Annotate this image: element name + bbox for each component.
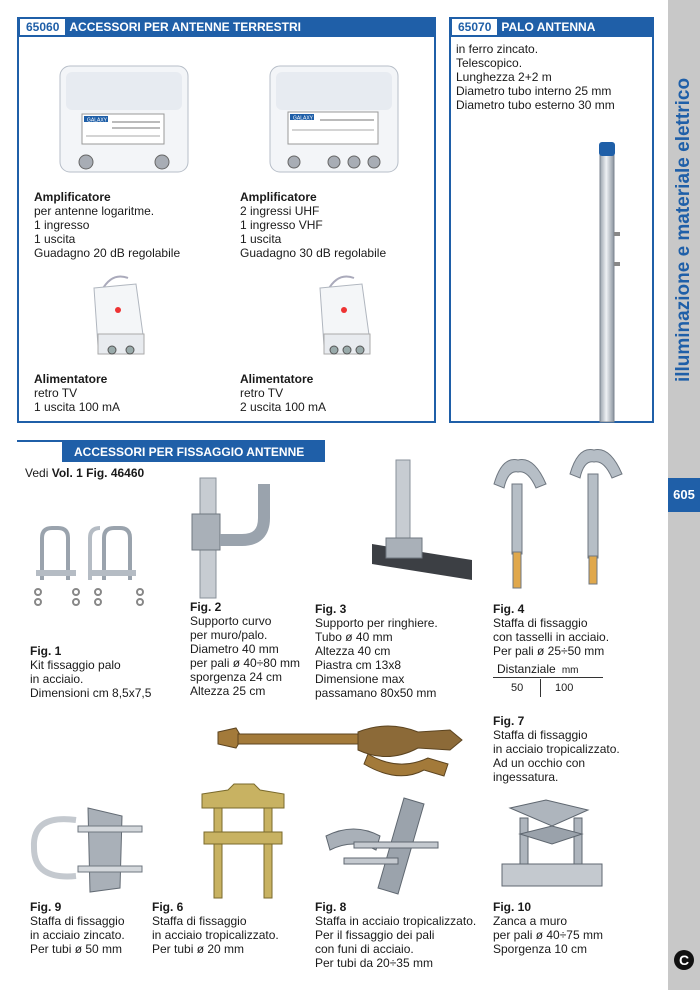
fig4-spacer-value: 50	[511, 682, 524, 694]
device-brand: GALAXY	[293, 115, 314, 122]
amplifier-1-image	[60, 66, 190, 178]
fig3-railing-support-image	[372, 460, 472, 580]
fig1-ubolt-image	[28, 524, 154, 614]
fig10-caption: Fig. 10 Zanca a muro per pali ø 40÷75 mm Sporgenza 10 cm	[493, 900, 603, 956]
page-number: 605	[668, 478, 700, 512]
fig9-caption: Fig. 9 Staffa di fissaggio in acciaio zincato. Per tubi ø 50 mm	[30, 900, 125, 956]
fig7-caption: Fig. 7 Staffa di fissaggio in acciaio tropicalizzato. Ad un occhio con ingessatura.	[493, 714, 620, 784]
section-header	[17, 17, 436, 37]
fig2-curved-support-image	[186, 478, 286, 598]
fig9-clamp-image	[26, 804, 146, 900]
amplifier-2-image	[270, 66, 400, 178]
power-supply-2-image	[310, 272, 380, 362]
fig2-caption: Fig. 2 Supporto curvo per muro/palo. Diametro 40 mm per pali ø 40÷80 mm sporgenza 24 cm Altezza 25 cm	[190, 600, 300, 698]
fig4-spacer-table-header: Distanziale mm	[497, 662, 579, 676]
product-code: 65060	[20, 19, 65, 35]
amplifier-2-description: Amplificatore 2 ingressi UHF 1 ingresso VHF 1 uscita Guadagno 30 dB regolabile	[240, 190, 387, 260]
section-title: ACCESSORI PER ANTENNE TERRESTRI	[69, 20, 301, 34]
fig4-table-divider	[540, 679, 541, 697]
fig4-spacer-value: 100	[555, 682, 574, 694]
publisher-logo-icon: C	[674, 950, 694, 970]
power-supply-1-image	[84, 272, 154, 362]
section-header	[449, 17, 654, 37]
antenna-pole-image	[588, 140, 628, 422]
fig8-caption: Fig. 8 Staffa in acciaio tropicalizzato. Per il fissaggio dei pali con funi di acciaio. Per tubi da 20÷35 mm	[315, 900, 477, 970]
see-reference: Vedi Vol. 1 Fig. 46460	[25, 466, 145, 480]
amplifier-1-description: Amplificatore per antenne logaritme. 1 ingresso 1 uscita Guadagno 20 dB regolabile	[34, 190, 181, 260]
palo-antenna-description: in ferro zincato. Telescopico. Lunghezza 2+2 m Diametro tubo interno 25 mm Diametro tubo esterno 30 mm	[456, 42, 615, 112]
sidebar-title: illuminazione e materiale elettrico	[673, 77, 694, 383]
fig8-cable-bracket-image	[324, 796, 444, 900]
fig7-bracket-image	[218, 724, 468, 784]
fig6-clamp-image	[198, 782, 288, 902]
fig3-caption: Fig. 3 Supporto per ringhiere. Tubo ø 40 mm Altezza 40 cm Piastra cm 13x8 Dimensione max passamano 80x50 mm	[315, 602, 438, 700]
section-header	[62, 442, 325, 462]
section-title: ACCESSORI PER FISSAGGIO ANTENNE	[74, 445, 305, 459]
fig6-caption: Fig. 6 Staffa di fissaggio in acciaio tropicalizzato. Per tubi ø 20 mm	[152, 900, 279, 956]
power-supply-2-description: Alimentatore retro TV 2 uscita 100 mA	[240, 372, 327, 414]
fig10-wall-bracket-image	[496, 800, 606, 896]
fig1-caption: Fig. 1 Kit fissaggio palo in acciaio. Dimensioni cm 8,5x7,5	[30, 644, 152, 700]
fig4-caption: Fig. 4 Staffa di fissaggio con tasselli in acciaio. Per pali ø 25÷50 mm	[493, 602, 610, 658]
product-code: 65070	[452, 19, 497, 35]
section-title: PALO ANTENNA	[501, 20, 596, 34]
power-supply-1-description: Alimentatore retro TV 1 uscita 100 mA	[34, 372, 121, 414]
device-brand: GALAXY	[87, 117, 108, 124]
fig4-table-rule	[493, 677, 603, 678]
fig4-bracket-anchor-image	[488, 444, 638, 594]
